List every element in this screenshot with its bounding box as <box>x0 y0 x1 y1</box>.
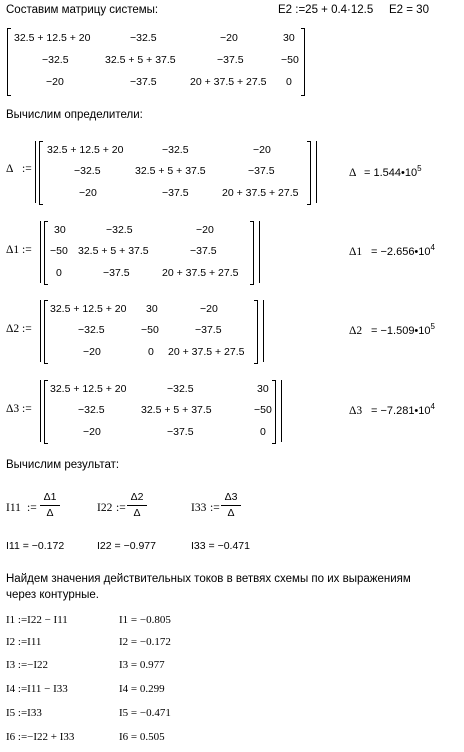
loop-current-name: I22 <box>97 502 113 514</box>
branch-current-expression: I1 :=I22 − I11 <box>6 614 68 626</box>
matrix-cell: 30 <box>54 224 66 236</box>
assign-operator: := <box>27 502 37 514</box>
det-result-label: Δ1 <box>349 246 363 258</box>
e2-value: E2 = 30 <box>389 4 429 16</box>
det-result-value: = $-2.656•10^4$ <box>371 243 435 258</box>
matrix-cell: −20 <box>200 303 218 315</box>
loop-current-value: I11 = −0.172 <box>6 540 65 552</box>
matrix-cell: −37.5 <box>217 54 244 66</box>
det-result-label: Δ2 <box>349 325 363 337</box>
heading-branch-currents-line1: Найдем значения действительных токов в ветвях схемы по их выражениям <box>6 573 411 585</box>
matrix-cell: −20 <box>196 224 214 236</box>
matrix-cell: −32.5 <box>162 144 189 156</box>
matrix-cell: −32.5 <box>167 383 194 395</box>
det-bar <box>281 380 282 442</box>
matrix-cell: 30 <box>146 303 158 315</box>
branch-current-value: I2 = −0.172 <box>119 636 171 648</box>
det-bar <box>40 300 41 362</box>
det-label: Δ1 <box>6 244 20 256</box>
matrix-cell: 0 <box>260 426 266 438</box>
det-result-value: = $-1.509•10^5$ <box>371 322 435 337</box>
matrix-cell: 32.5 + 12.5 + 20 <box>14 32 91 44</box>
det-bar <box>263 300 264 362</box>
matrix-cell: −50 <box>281 54 299 66</box>
matrix-cell: 20 + 37.5 + 27.5 <box>222 187 299 199</box>
matrix-cell: −37.5 <box>195 324 222 336</box>
matrix-cell: 32.5 + 5 + 37.5 <box>135 165 206 177</box>
fraction-bar <box>40 505 60 506</box>
matrix-cell: 0 <box>286 76 292 88</box>
det-right-bracket <box>254 300 258 364</box>
det-label: Δ3 <box>6 403 20 415</box>
matrix-cell: −20 <box>220 32 238 44</box>
det-left-bracket <box>44 380 48 444</box>
matrix-cell: −37.5 <box>167 426 194 438</box>
matrix-cell: −32.5 <box>42 54 69 66</box>
det-result-label: Δ <box>349 167 357 179</box>
matrix-cell: −37.5 <box>162 187 189 199</box>
det-left-bracket <box>44 300 48 364</box>
branch-current-expression: I2 :=I11 <box>6 636 42 648</box>
fraction-bar <box>221 505 241 506</box>
det-bar <box>40 380 41 442</box>
assign-operator: := <box>22 403 32 415</box>
assign-operator: := <box>22 244 32 256</box>
loop-current-value: I22 = −0.977 <box>97 540 156 552</box>
heading-result: Вычислим результат: <box>6 459 120 471</box>
fraction-numerator: Δ3 <box>224 491 238 503</box>
branch-current-value: I6 = 0.505 <box>119 731 165 743</box>
det-result-label: Δ3 <box>349 405 363 417</box>
matrix-cell: 32.5 + 12.5 + 20 <box>50 303 127 315</box>
det-label: Δ2 <box>6 323 20 335</box>
fraction-denominator: Δ <box>133 506 141 519</box>
det-label: Δ <box>6 163 14 175</box>
matrix-cell: −32.5 <box>106 224 133 236</box>
det-bar <box>35 141 36 203</box>
branch-current-expression: I4 :=I11 − I33 <box>6 683 68 695</box>
fraction-numerator: Δ2 <box>130 491 144 503</box>
loop-current-name: I33 <box>191 502 207 514</box>
loop-current-fraction <box>127 492 147 518</box>
fraction-denominator: Δ <box>46 506 54 519</box>
det-result-value: = $1.544•10^5$ <box>364 164 422 179</box>
matrix-right-bracket <box>301 28 305 96</box>
det-left-bracket <box>44 221 48 285</box>
det-left-bracket <box>39 141 43 205</box>
loop-current-fraction <box>40 492 60 518</box>
matrix-cell: 20 + 37.5 + 27.5 <box>190 76 267 88</box>
loop-current-value: I33 = −0.471 <box>191 540 250 552</box>
branch-current-expression: I3 :=−I22 <box>6 659 49 671</box>
matrix-cell: 32.5 + 5 + 37.5 <box>78 245 149 257</box>
matrix-cell: −50 <box>254 404 272 416</box>
fraction-denominator: Δ <box>227 506 235 519</box>
matrix-cell: −32.5 <box>130 32 157 44</box>
assign-operator: := <box>210 502 220 514</box>
loop-current-fraction <box>221 492 241 518</box>
assign-operator: := <box>22 323 32 335</box>
matrix-cell: −20 <box>79 187 97 199</box>
matrix-cell: −20 <box>253 144 271 156</box>
matrix-cell: −37.5 <box>190 245 217 257</box>
det-bar <box>259 221 260 283</box>
branch-current-value: I1 = −0.805 <box>119 614 171 626</box>
matrix-cell: −37.5 <box>130 76 157 88</box>
heading-determinants: Вычислим определители: <box>6 109 143 121</box>
heading-compose-matrix: Составим матрицу системы: <box>6 4 159 16</box>
fraction-numerator: Δ1 <box>43 491 57 503</box>
matrix-cell: −32.5 <box>78 324 105 336</box>
fraction-bar <box>127 505 147 506</box>
matrix-cell: 32.5 + 12.5 + 20 <box>47 144 124 156</box>
matrix-cell: 0 <box>148 346 154 358</box>
det-right-bracket <box>307 141 311 205</box>
matrix-cell: −32.5 <box>74 165 101 177</box>
matrix-cell: 20 + 37.5 + 27.5 <box>162 267 239 279</box>
branch-current-expression: I6 :=−I22 + I33 <box>6 731 75 743</box>
det-result-value: = $-7.281•10^4$ <box>371 402 435 417</box>
e2-definition: E2 :=25 + 0.4·12.5 <box>278 4 374 16</box>
matrix-cell: −20 <box>83 426 101 438</box>
matrix-cell: 0 <box>56 267 62 279</box>
det-right-bracket <box>272 380 276 444</box>
matrix-cell: 32.5 + 5 + 37.5 <box>141 404 212 416</box>
assign-operator: := <box>22 163 32 175</box>
branch-current-value: I3 = 0.977 <box>119 659 165 671</box>
matrix-cell: −50 <box>141 324 159 336</box>
matrix-cell: 20 + 37.5 + 27.5 <box>168 346 245 358</box>
branch-current-value: I4 = 0.299 <box>119 683 165 695</box>
matrix-cell: 30 <box>283 32 295 44</box>
assign-operator: := <box>116 502 126 514</box>
branch-current-value: I5 = −0.471 <box>119 707 171 719</box>
loop-current-name: I11 <box>6 502 21 514</box>
branch-current-expression: I5 :=I33 <box>6 707 42 719</box>
det-right-bracket <box>250 221 254 285</box>
matrix-cell: −50 <box>50 245 68 257</box>
matrix-cell: −37.5 <box>103 267 130 279</box>
matrix-cell: −20 <box>83 346 101 358</box>
det-bar <box>40 221 41 283</box>
matrix-cell: −20 <box>46 76 64 88</box>
matrix-left-bracket <box>7 28 11 96</box>
matrix-cell: 32.5 + 12.5 + 20 <box>50 383 127 395</box>
matrix-cell: −32.5 <box>78 404 105 416</box>
heading-branch-currents-line2: через контурные. <box>6 589 99 601</box>
matrix-cell: 32.5 + 5 + 37.5 <box>105 54 176 66</box>
matrix-cell: 30 <box>257 383 269 395</box>
det-bar <box>316 141 317 203</box>
matrix-cell: −37.5 <box>248 165 275 177</box>
